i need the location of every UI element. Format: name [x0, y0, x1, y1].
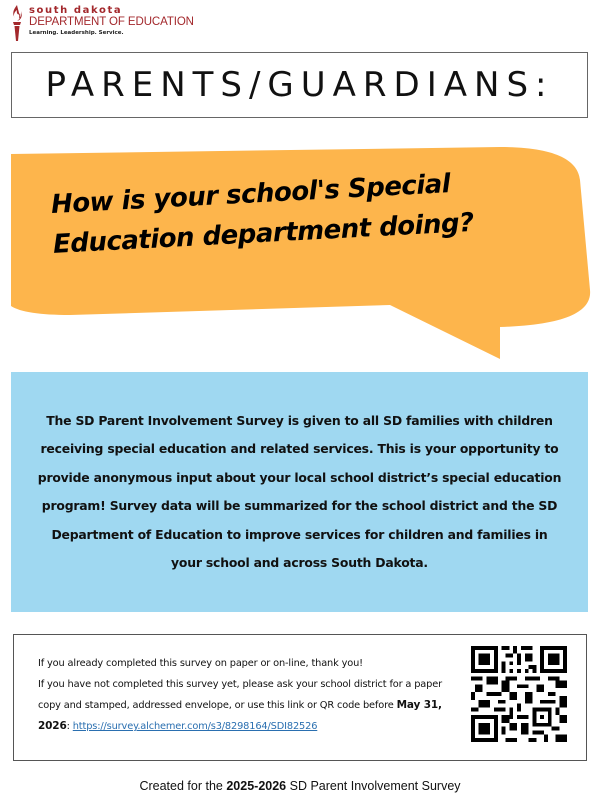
torch-icon [10, 4, 24, 42]
cta-text [38, 653, 458, 737]
cta-thank-you: If you already completed this survey on paper or on-line, thank you! [38, 658, 363, 669]
deadline-date: May 31, 2026 [38, 699, 442, 732]
qr-code-icon[interactable] [471, 646, 567, 742]
logo-state-name: south dakota [29, 5, 123, 16]
footer-prefix: Created for the [139, 779, 223, 793]
bubble-line-2: Education department doing? [52, 207, 475, 260]
sd-doe-logo [10, 4, 194, 44]
logo-tagline: Learning. Leadership. Service. [29, 30, 124, 36]
cta-box [13, 634, 587, 761]
page-title: PARENTS/GUARDIANS: [45, 65, 554, 105]
footer-suffix: SD Parent Involvement Survey [289, 779, 461, 793]
footer-year: 2025-2026 [226, 779, 287, 793]
footer [0, 779, 600, 793]
survey-link[interactable]: https://survey.alchemer.com/s3/8298164/SDI82526 [72, 721, 318, 732]
bubble-line-1: How is your school's Special [50, 169, 451, 220]
logo-department-name: DEPARTMENT OF EDUCATION [29, 16, 194, 28]
info-panel [11, 372, 588, 612]
info-text: The SD Parent Involvement Survey is given to all SD families with children receiving special education and related services. This is your opportunity to provide anonymous input about your local school district’s special education program! Survey data will be summarized for the school district and the SD Department of Education to improve services for children and families in your school and across South Dakota. [37, 412, 562, 570]
title-box [11, 52, 588, 118]
cta-instructions: If you have not completed this survey yet, please ask your school district for a paper copy and stamped, addressed envelope, or use this link or QR code before May 31, 2026: https://survey.alchemer.com/s3/8298164/SDI82526 [38, 679, 442, 732]
